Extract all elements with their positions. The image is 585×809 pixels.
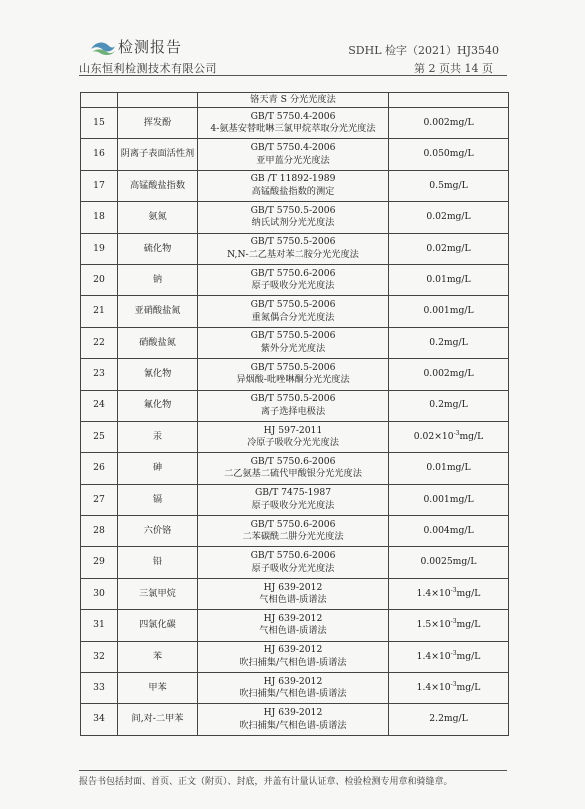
detection-limit	[389, 108, 509, 139]
report-header	[0, 0, 585, 80]
test-item: 铅	[118, 547, 198, 578]
detection-limit	[389, 453, 509, 484]
table-row	[81, 139, 509, 170]
method-cell	[198, 610, 389, 641]
limit-exponent: -3	[450, 649, 457, 657]
row-number: 34	[81, 704, 118, 735]
table-row	[81, 108, 509, 139]
table-row	[81, 578, 509, 609]
standard-code: GB/T 5750.5-2006	[250, 236, 336, 248]
detection-limit	[389, 641, 509, 672]
detection-limit	[389, 264, 509, 295]
row-number: 31	[81, 610, 118, 641]
method-cell	[198, 704, 389, 735]
method-cell	[198, 421, 389, 452]
row-number: 24	[81, 390, 118, 421]
row-number: 19	[81, 233, 118, 264]
test-item: 镉	[118, 484, 198, 515]
method-name: 原子吸收分光光度法	[251, 280, 335, 292]
footer-note: 报告书包括封面、首页、正文（附页）、封底，并盖有计量认证章、检验检测专用章和骑缝章。	[79, 777, 453, 787]
test-item: 钠	[118, 264, 198, 295]
method-name: 吹扫捕集/气相色谱-质谱法	[239, 688, 347, 700]
method-name: 原子吸收分光光度法	[251, 499, 335, 511]
table-row	[81, 421, 509, 452]
report-title: 检测报告	[118, 38, 183, 56]
row-number: 23	[81, 359, 118, 390]
detection-limit	[389, 202, 509, 233]
table-row	[81, 170, 509, 201]
limit-value: 0.050mg/L	[423, 148, 474, 160]
limit-value: 0.0025mg/L	[420, 556, 477, 568]
table-row	[81, 202, 509, 233]
row-number: 25	[81, 421, 118, 452]
method-cell	[198, 327, 389, 358]
test-item: 氟化物	[118, 390, 198, 421]
limit-value: 0.5mg/L	[429, 179, 468, 191]
table-row	[81, 484, 509, 515]
test-item: 氨氮	[118, 202, 198, 233]
method-name: 原子吸收分光光度法	[251, 562, 335, 574]
method-name: 亚甲蓝分光光度法	[256, 154, 330, 166]
detection-limit	[389, 578, 509, 609]
limit-value: 0.002mg/L	[423, 116, 474, 128]
method-cell	[198, 233, 389, 264]
method-name: 离子选择电极法	[260, 405, 326, 417]
standard-code: GB /T 11892-1989	[250, 173, 336, 185]
limit-exponent: -3	[450, 618, 457, 626]
limit-value: 0.02mg/L	[426, 211, 471, 223]
method-name: 气相色谱-质谱法	[259, 625, 327, 637]
limit-value: 0.02mg/L	[426, 242, 471, 254]
row-number: 21	[81, 296, 118, 327]
row-number: 15	[81, 108, 118, 139]
wave-logo-icon	[90, 38, 116, 56]
header-divider	[79, 75, 507, 76]
detection-limit	[389, 359, 509, 390]
table-row	[81, 93, 509, 108]
limit-exponent: -3	[453, 429, 460, 437]
method-cell	[198, 673, 389, 704]
row-number: 18	[81, 202, 118, 233]
table-row	[81, 516, 509, 547]
standard-code: GB/T 5750.5-2006	[250, 393, 336, 405]
test-item: 苯	[118, 641, 198, 672]
logo	[90, 36, 182, 57]
limit-unit: mg/L	[456, 619, 481, 631]
method-cell	[198, 484, 389, 515]
method-cell	[198, 108, 389, 139]
limit-value: 0.2mg/L	[429, 399, 468, 411]
limit-value: 0.001mg/L	[423, 305, 474, 317]
limit-base: 1.4×10	[416, 650, 451, 662]
limit-exponent: -3	[450, 680, 457, 688]
limit-unit: mg/L	[459, 430, 484, 442]
table-row	[81, 390, 509, 421]
detection-limit	[389, 516, 509, 547]
table-row	[81, 704, 509, 735]
test-item: 六价铬	[118, 516, 198, 547]
standard-code: GB/T 5750.6-2006	[250, 267, 336, 279]
standard-code: GB/T 5750.5-2006	[250, 299, 336, 311]
method-name: 冷原子吸收分光光度法	[247, 437, 339, 449]
standard-code: GB/T 5750.5-2006	[250, 361, 336, 373]
standard-code: GB/T 5750.6-2006	[250, 518, 336, 530]
method-cell	[198, 139, 389, 170]
table-row	[81, 233, 509, 264]
method-name: 异烟酸-吡唑啉酮分光光度法	[236, 374, 350, 386]
row-number: 28	[81, 516, 118, 547]
detection-limit	[389, 484, 509, 515]
test-item: 甲苯	[118, 673, 198, 704]
test-item: 硫化物	[118, 233, 198, 264]
method-name: 紫外分光光度法	[260, 342, 326, 354]
method-name: 吹扫捕集/气相色谱-质谱法	[239, 656, 347, 668]
test-method-table	[80, 92, 509, 736]
standard-code: HJ 639-2012	[263, 644, 323, 656]
standard-code: HJ 639-2012	[263, 612, 323, 624]
limit-unit: mg/L	[456, 587, 481, 599]
row-number: 16	[81, 139, 118, 170]
limit-value: 0.004mg/L	[423, 525, 474, 537]
method-name: N,N-二乙基对苯二胺分光光度法	[227, 248, 359, 260]
detection-limit	[389, 673, 509, 704]
standard-code: HJ 597-2011	[263, 424, 323, 436]
standard-code: GB/T 5750.5-2006	[250, 204, 336, 216]
table-row	[81, 673, 509, 704]
limit-value: 0.001mg/L	[423, 493, 474, 505]
table-row	[81, 296, 509, 327]
method-name: 高锰酸盐指数的测定	[251, 185, 335, 197]
table-cell	[389, 93, 509, 108]
method-name: 二苯碳酰二肼分光光度法	[242, 531, 344, 543]
detection-limit	[389, 421, 509, 452]
test-item: 四氯化碳	[118, 610, 198, 641]
method-cell	[198, 547, 389, 578]
table-row	[81, 327, 509, 358]
method-cell	[198, 516, 389, 547]
method-name: 4-氨基安替吡啉三氯甲烷萃取分光光度法	[210, 123, 376, 135]
standard-code: HJ 639-2012	[263, 581, 323, 593]
standard-code: HJ 639-2012	[263, 707, 323, 719]
footer-divider	[79, 770, 507, 771]
test-item: 亚硝酸盐氮	[118, 296, 198, 327]
test-item: 汞	[118, 421, 198, 452]
method-cell	[198, 170, 389, 201]
table-row	[81, 547, 509, 578]
company-name: 山东恒利检测技术有限公司	[79, 62, 217, 75]
table-row	[81, 610, 509, 641]
detection-limit	[389, 704, 509, 735]
limit-value: 0.002mg/L	[423, 368, 474, 380]
row-number: 20	[81, 264, 118, 295]
row-number: 30	[81, 578, 118, 609]
standard-code: GB/T 5750.6-2006	[250, 550, 336, 562]
limit-unit: mg/L	[456, 650, 481, 662]
table-row	[81, 453, 509, 484]
method-cell	[198, 453, 389, 484]
row-number: 26	[81, 453, 118, 484]
test-item: 挥发酚	[118, 108, 198, 139]
row-number: 32	[81, 641, 118, 672]
page-number: 第 2 页共 14 页	[414, 62, 493, 75]
detection-limit	[389, 390, 509, 421]
detection-limit	[389, 327, 509, 358]
detection-limit	[389, 296, 509, 327]
test-item: 间,对-二甲苯	[118, 704, 198, 735]
method-cell	[198, 641, 389, 672]
detection-limit	[389, 170, 509, 201]
method-cell	[198, 390, 389, 421]
detection-limit	[389, 139, 509, 170]
standard-code: HJ 639-2012	[263, 675, 323, 687]
standard-code: GB/T 5750.4-2006	[250, 110, 336, 122]
test-item: 三氯甲烷	[118, 578, 198, 609]
detection-limit	[389, 233, 509, 264]
limit-base: 0.02×10	[413, 430, 454, 442]
standard-code: GB/T 5750.4-2006	[250, 142, 336, 154]
row-number: 29	[81, 547, 118, 578]
method-cell	[198, 359, 389, 390]
table-row	[81, 264, 509, 295]
limit-exponent: -3	[450, 586, 457, 594]
limit-base: 1.4×10	[416, 681, 451, 693]
test-item: 硝酸盐氮	[118, 327, 198, 358]
method-cell	[198, 296, 389, 327]
standard-code: GB/T 5750.5-2006	[250, 330, 336, 342]
test-item: 高锰酸盐指数	[118, 170, 198, 201]
table-cell	[81, 93, 118, 108]
method-name: 吹扫捕集/气相色谱-质谱法	[239, 719, 347, 731]
report-number: SDHL 检字（2021）HJ3540	[348, 44, 499, 57]
limit-value: 0.2mg/L	[429, 336, 468, 348]
method-name: 纳氏试剂分光光度法	[251, 217, 335, 229]
limit-value: 0.01mg/L	[426, 273, 471, 285]
method-cell	[198, 202, 389, 233]
method-name: 二乙氨基二硫代甲酸银分光光度法	[224, 468, 362, 480]
method-cell	[198, 578, 389, 609]
method-name: 重氮偶合分光光度法	[251, 311, 335, 323]
test-item: 阴离子表面活性剂	[118, 139, 198, 170]
test-item: 氰化物	[118, 359, 198, 390]
table-row	[81, 641, 509, 672]
table-row	[81, 359, 509, 390]
detection-limit	[389, 610, 509, 641]
limit-value: 2.2mg/L	[429, 713, 468, 725]
method-name: 气相色谱-质谱法	[259, 594, 327, 606]
method-cell	[198, 264, 389, 295]
row-number: 17	[81, 170, 118, 201]
table-cell	[118, 93, 198, 108]
standard-code: GB/T 7475-1987	[254, 487, 332, 499]
limit-base: 1.5×10	[416, 619, 451, 631]
test-item: 砷	[118, 453, 198, 484]
limit-unit: mg/L	[456, 681, 481, 693]
method-cell: 铬天青 S 分光光度法	[198, 93, 389, 108]
detection-limit	[389, 547, 509, 578]
standard-code: GB/T 5750.6-2006	[250, 455, 336, 467]
row-number: 22	[81, 327, 118, 358]
row-number: 27	[81, 484, 118, 515]
limit-value: 0.01mg/L	[426, 462, 471, 474]
limit-base: 1.4×10	[416, 587, 451, 599]
row-number: 33	[81, 673, 118, 704]
